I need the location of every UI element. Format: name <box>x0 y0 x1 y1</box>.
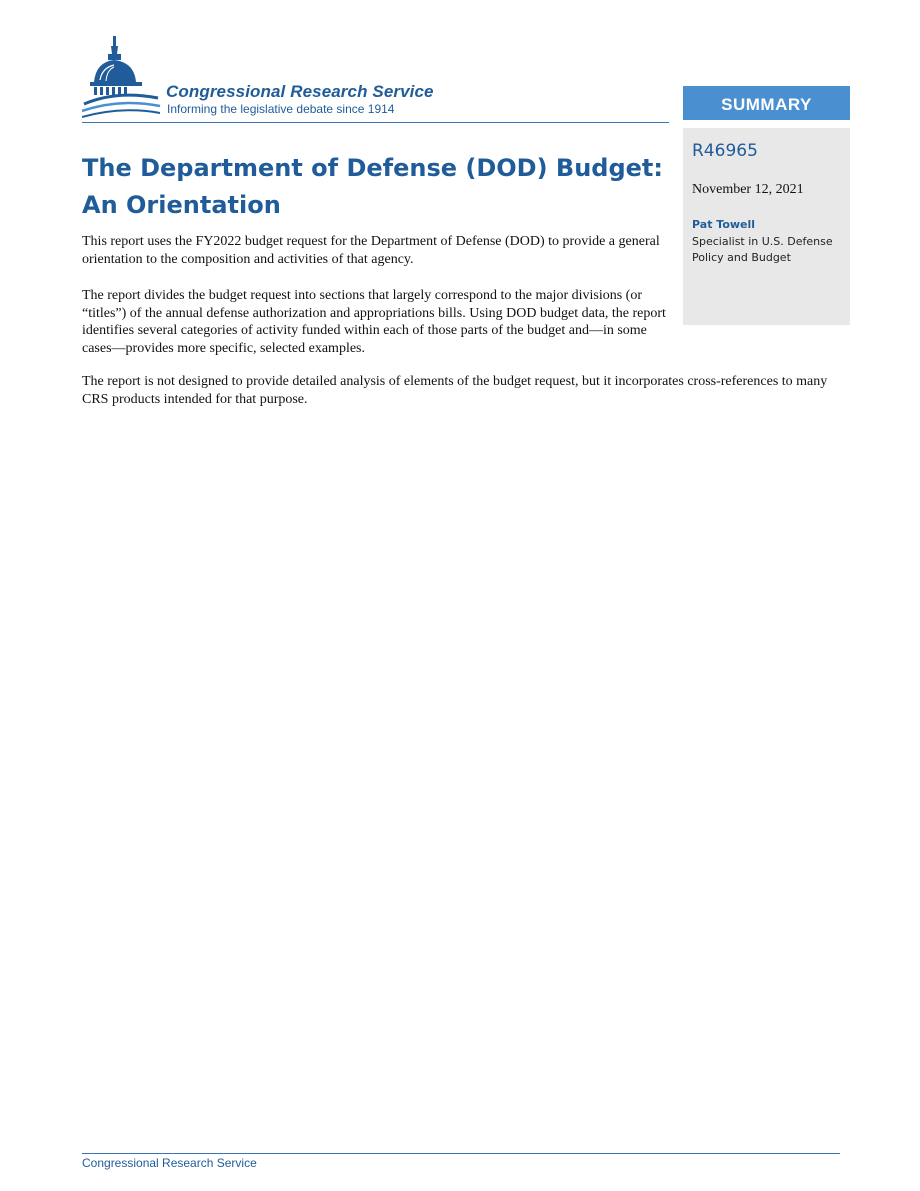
author-title: Specialist in U.S. Defense Policy and Budget <box>692 235 833 264</box>
org-tagline: Informing the legislative debate since 1914 <box>167 102 395 116</box>
capitol-dome-icon <box>82 34 162 120</box>
summary-tab: SUMMARY <box>683 86 850 120</box>
report-number: R46965 <box>692 141 758 161</box>
report-info-sidebar <box>683 128 850 325</box>
summary-paragraph-1: This report uses the FY2022 budget request for the Department of Defense (DOD) to provide a general orientation to the composition and activities of that agency. <box>82 234 660 267</box>
header-divider <box>82 122 669 123</box>
footer-org-name: Congressional Research Service <box>82 1156 257 1170</box>
page-title: The Department of Defense (DOD) Budget: An Orientation <box>82 154 664 219</box>
org-name: Congressional Research Service <box>166 82 434 101</box>
crs-logo <box>82 34 482 120</box>
summary-paragraph-3: The report is not designed to provide detailed analysis of elements of the budget request, but it incorporates cross-references to many CRS products intended for that purpose. <box>82 374 828 407</box>
report-date: November 12, 2021 <box>692 182 804 197</box>
footer-divider <box>82 1153 840 1154</box>
author-name: Pat Towell <box>692 218 756 231</box>
summary-paragraph-2: The report divides the budget request into sections that largely correspond to the major divisions (or “titles”) of the annual defense authorization and appropriations bills. Using DOD budget data, the report identifies several categories of activity funded within each of those parts of the budget and—in some cases—provides more specific, selected examples. <box>82 288 666 356</box>
